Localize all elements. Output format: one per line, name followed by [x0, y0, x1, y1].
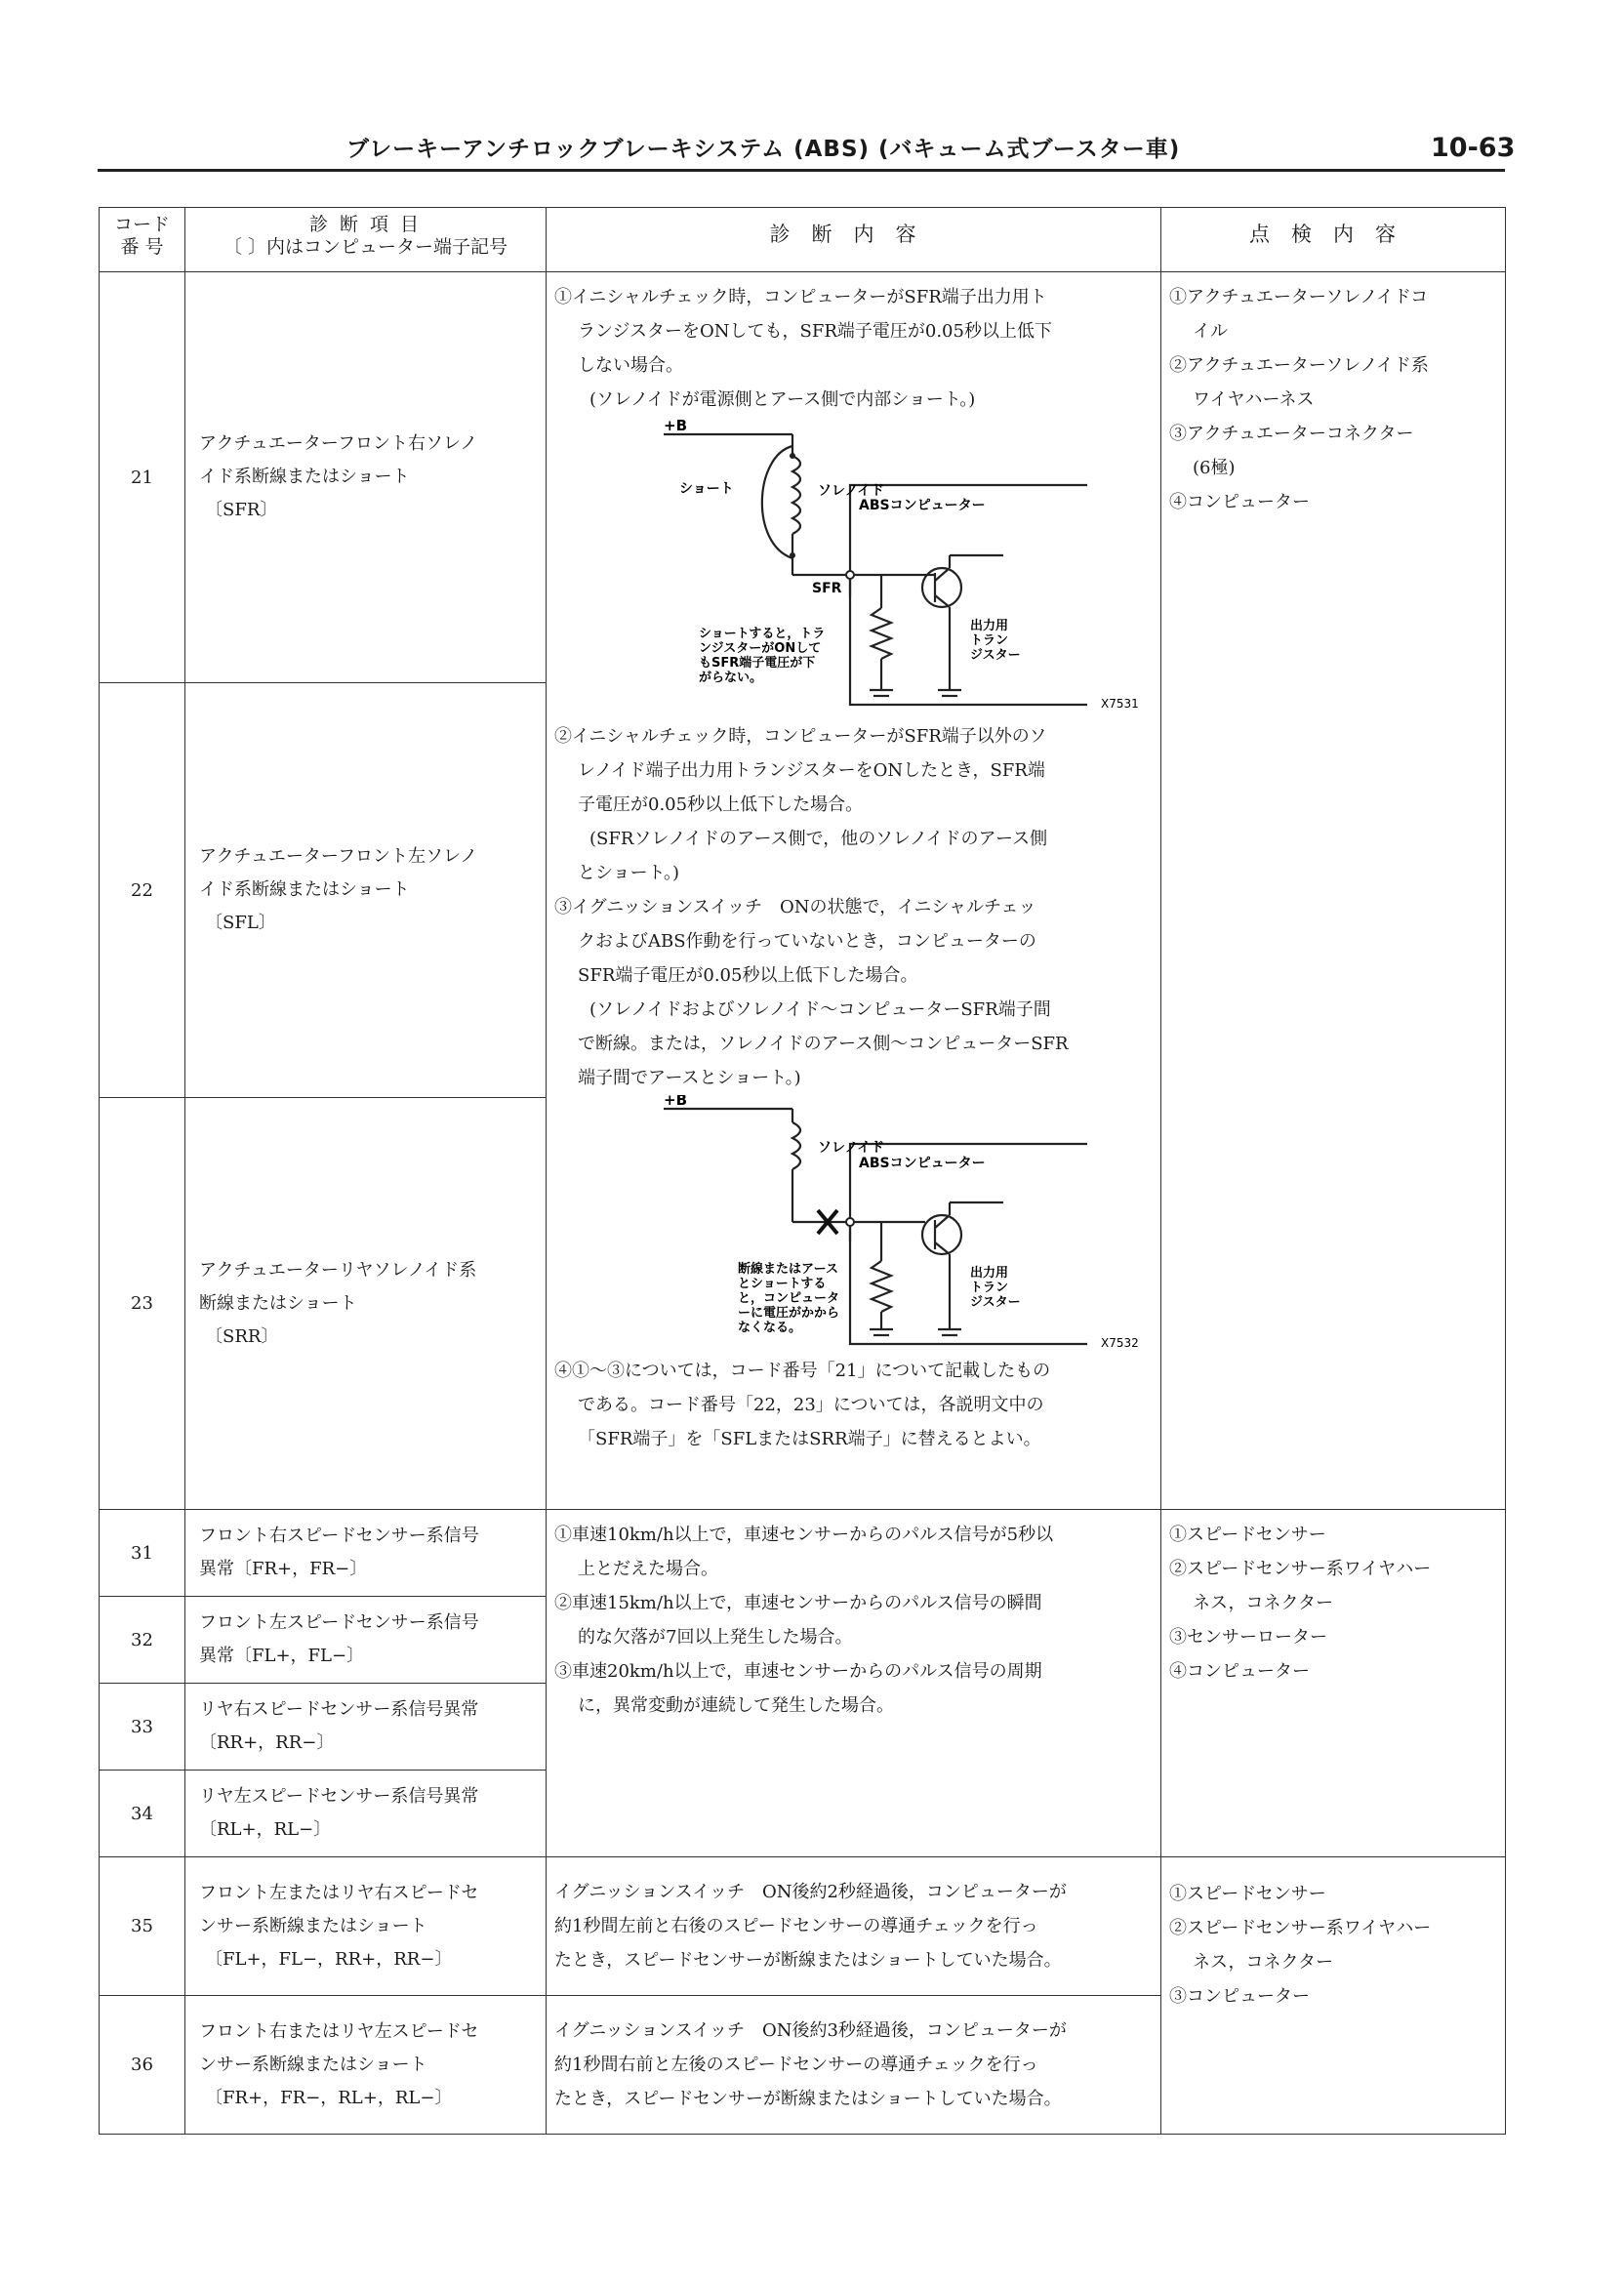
diag-text: 約1秒間左前と右後のスピードセンサーの導通チェックを行っ [554, 1916, 1038, 1936]
table-row [100, 1857, 1506, 1996]
fig2-note-line3: と，コンピュータ [738, 1291, 840, 1306]
check-text: ②スピードセンサー系ワイヤハー [1169, 1559, 1432, 1579]
code-36: 36 [100, 1996, 185, 2135]
page-number: 10-63 [1431, 133, 1516, 163]
diag-text: ③車速20km/h以上で，車速センサーからのパルス信号の周期 [554, 1661, 1042, 1682]
fig2-tr-line2: トラン [970, 1281, 1009, 1295]
check-31-34 [1161, 1510, 1506, 1857]
check-text: ①スピードセンサー [1169, 1884, 1326, 1904]
fig1-note-line1: ショートすると，トラ [699, 627, 826, 641]
diag-35 [547, 1857, 1161, 1996]
fig1-tr-line1: 出力用 [970, 619, 1009, 633]
item-36 [185, 1996, 547, 2135]
diag-text: である。コード番号「22，23」については，各説明文中の [578, 1395, 1044, 1415]
fig1-note-line3: もSFR端子電圧が下 [699, 656, 816, 671]
item-23 [185, 1098, 547, 1510]
check-text: ①スピードセンサー [1169, 1525, 1326, 1545]
fig2-tr-line1: 出力用 [970, 1266, 1009, 1281]
fig1-note-line4: がらない。 [699, 671, 763, 685]
check-text: ②アクチュエーターソレノイド系 [1169, 355, 1429, 376]
item-32-line2: 異常〔FL+，FL−〕 [199, 1646, 365, 1666]
code-31: 31 [100, 1510, 185, 1597]
code-23: 23 [100, 1098, 185, 1510]
diag-text: (ソレノイドおよびソレノイド〜コンピューターSFR端子間 [589, 999, 1051, 1020]
diag-text: とショート。) [578, 863, 680, 883]
check-text: ネス，コネクター [1193, 1952, 1334, 1973]
item-21-line2: イド系断線またはショート [199, 467, 410, 487]
diag-21-23 [547, 272, 1161, 1510]
circuit-svg-1 [554, 417, 1159, 719]
item-34-line1: リヤ左スピードセンサー系信号異常 [199, 1786, 479, 1807]
item-22-line3: 〔SFL〕 [205, 913, 276, 933]
header-code-line1: コード [113, 214, 170, 235]
item-23-line2: 断線またはショート [199, 1292, 357, 1314]
header-rule [98, 169, 1505, 172]
item-35 [185, 1857, 547, 1996]
table-row [100, 1510, 1506, 1597]
diag-text: ランジスターをONしても，SFR端子電圧が0.05秒以上低下 [578, 321, 1052, 342]
diag-text: ②イニシャルチェック時，コンピューターがSFR端子以外のソ [554, 726, 1047, 747]
item-21-line1: アクチュエーターフロント右ソレノ [199, 433, 478, 454]
item-22 [185, 683, 547, 1098]
item-33-line2: 〔RR+，RR−〕 [199, 1732, 335, 1753]
fig1-plus-b: +B [664, 417, 688, 434]
check-text: ④コンピューター [1169, 492, 1310, 512]
check-text: ③コンピューター [1169, 1986, 1310, 2007]
diag-text: 約1秒間右前と左後のスピードセンサーの導通チェックを行っ [554, 2055, 1038, 2075]
item-35-line1: フロント左またはリヤ右スピードセ [199, 1882, 479, 1903]
diag-text: ②車速15km/h以上で，車速センサーからのパルス信号の瞬間 [554, 1593, 1042, 1613]
fig2-note-line5: なくなる。 [738, 1321, 802, 1335]
item-32 [185, 1597, 547, 1684]
diag-text: イグニッションスイッチ ON後約2秒経過後，コンピューターが [554, 1882, 1067, 1902]
check-text: ネス，コネクター [1193, 1593, 1334, 1613]
item-36-line3: 〔FR+，FR−，RL+，RL−〕 [205, 2087, 453, 2108]
fig1-tr-line2: トラン [970, 633, 1009, 648]
item-36-line1: フロント右またはリヤ左スピードセ [199, 2020, 479, 2042]
table-header-row [100, 208, 1506, 272]
item-33-line1: リヤ右スピードセンサー系信号異常 [199, 1699, 479, 1720]
item-36-line2: ンサー系断線またはショート [199, 2054, 427, 2075]
item-21 [185, 272, 547, 683]
item-23-line1: アクチュエーターリヤソレノイド系 [199, 1259, 477, 1281]
diagnosis-table [99, 207, 1506, 2135]
code-22: 22 [100, 683, 185, 1098]
fig2-code: X7532 [1101, 1336, 1139, 1350]
code-21: 21 [100, 272, 185, 683]
header-diag: 診断内容 [547, 208, 1161, 272]
fig2-plus-b: +B [664, 1095, 688, 1109]
diag-text: で断線。または，ソレノイドのアース側〜コンピューターSFR [578, 1034, 1069, 1054]
check-text: イル [1193, 321, 1228, 342]
diag-text: SFR端子電圧が0.05秒以上低下した場合。 [578, 965, 918, 986]
header-item [185, 208, 547, 272]
diag-text: (SFRソレノイドのアース側で，他のソレノイドのアース側 [589, 829, 1048, 849]
code-33: 33 [100, 1684, 185, 1771]
item-22-line1: アクチュエーターフロント左ソレノ [199, 846, 478, 867]
header-code-line2: 番 号 [120, 236, 164, 258]
diag-text: イグニッションスイッチ ON後約3秒経過後，コンピューターが [554, 2020, 1067, 2041]
fig2-note-line1: 断線またはアース [738, 1262, 838, 1277]
diag-text: ①イニシャルチェック時，コンピューターがSFR端子出力用ト [554, 287, 1047, 307]
item-34-line2: 〔RL+，RL−〕 [199, 1819, 332, 1840]
diag-text: に，異常変動が連続して発生した場合。 [578, 1695, 894, 1716]
fig2-note-line2: とショートする [738, 1277, 827, 1291]
diag-text: 的な欠落が7回以上発生した場合。 [578, 1627, 853, 1648]
diag-text: たとき，スピードセンサーが断線またはショートしていた場合。 [554, 2089, 1062, 2109]
item-35-line2: ンサー系断線またはショート [199, 1915, 427, 1936]
header-check: 点検内容 [1161, 208, 1506, 272]
check-text: ①アクチュエーターソレノイドコ [1169, 287, 1429, 307]
diag-text: (ソレノイドが電源側とアース側で内部ショート。) [589, 389, 976, 410]
check-35-36 [1161, 1857, 1506, 2135]
check-21-23 [1161, 272, 1506, 1510]
fig1-short-label: ショート [679, 481, 734, 497]
circuit-diagram-x7531 [554, 417, 1153, 719]
fig1-tr-line3: ジスター [970, 648, 1021, 663]
fig2-abs-computer-label: ABSコンピューター [859, 1156, 986, 1171]
diag-text: 子電圧が0.05秒以上低下した場合。 [578, 794, 864, 815]
item-21-line3: 〔SFR〕 [205, 500, 278, 520]
item-32-line1: フロント左スピードセンサー系信号 [199, 1612, 479, 1633]
item-35-line3: 〔FL+，FL−，RR+，RR−〕 [205, 1948, 453, 1970]
item-31-line1: フロント右スピードセンサー系信号 [199, 1526, 479, 1546]
header-code [100, 208, 185, 272]
fig2-tr-line3: ジスター [970, 1295, 1021, 1310]
item-31-line2: 異常〔FR+，FR−〕 [199, 1559, 368, 1579]
diag-36 [547, 1996, 1161, 2135]
item-33 [185, 1684, 547, 1771]
diag-text: たとき，スピードセンサーが断線またはショートしていた場合。 [554, 1950, 1062, 1971]
diag-text: クおよびABS作動を行っていないとき，コンピューターの [578, 931, 1036, 952]
code-32: 32 [100, 1597, 185, 1684]
code-34: 34 [100, 1771, 185, 1857]
diag-text: 「SFR端子」を「SFLまたはSRR端子」に替えるとよい。 [578, 1429, 1041, 1449]
header-item-line2: 〔 〕内はコンピューター端子記号 [223, 236, 508, 258]
check-text: ワイヤハーネス [1193, 389, 1315, 410]
diag-text: レノイド端子出力用トランジスターをONしたとき，SFR端 [578, 760, 1045, 781]
table-row [100, 272, 1506, 683]
fig1-note-line2: ンジスターがONして [699, 641, 822, 656]
fig1-solenoid-label: ソレノイド [818, 483, 885, 499]
diag-text: 上とだえた場合。 [578, 1559, 718, 1579]
diag-31-34 [547, 1510, 1161, 1857]
check-text: ③センサーローター [1169, 1627, 1327, 1648]
circuit-diagram-x7532 [554, 1095, 1153, 1354]
diag-text: しない場合。 [578, 355, 683, 376]
check-text: ②スピードセンサー系ワイヤハー [1169, 1918, 1432, 1938]
check-text: ③アクチュエーターコネクター [1169, 424, 1414, 444]
check-text: (6極) [1193, 458, 1236, 478]
fig1-abs-computer-label: ABSコンピューター [859, 498, 986, 513]
diag-text: 端子間でアースとショート。) [578, 1068, 801, 1088]
diag-text: ④①〜③については，コード番号「21」について記載したもの [554, 1361, 1051, 1381]
code-35: 35 [100, 1857, 185, 1996]
item-34 [185, 1771, 547, 1857]
diag-text: ①車速10km/h以上で，車速センサーからのパルス信号が5秒以 [554, 1525, 1054, 1545]
fig1-sfr-label: SFR [812, 581, 842, 596]
item-23-line3: 〔SRR〕 [205, 1325, 279, 1347]
check-text: ④コンピューター [1169, 1661, 1310, 1682]
item-22-line2: イド系断線またはショート [199, 879, 410, 900]
fig2-note-line4: ーに電圧がかから [738, 1306, 840, 1321]
header-item-line1: 診 断 項 目 [308, 214, 423, 235]
diag-text: ③イグニッションスイッチ ONの状態で，イニシャルチェッ [554, 897, 1036, 917]
item-31 [185, 1510, 547, 1597]
page-header-title: ブレーキーアンチロックブレーキシステム (ABS) (バキューム式ブースター車) [346, 137, 1181, 162]
fig2-solenoid-label: ソレノイド [818, 1140, 885, 1156]
fig1-code: X7531 [1101, 697, 1139, 711]
circuit-svg-2 [554, 1095, 1159, 1354]
